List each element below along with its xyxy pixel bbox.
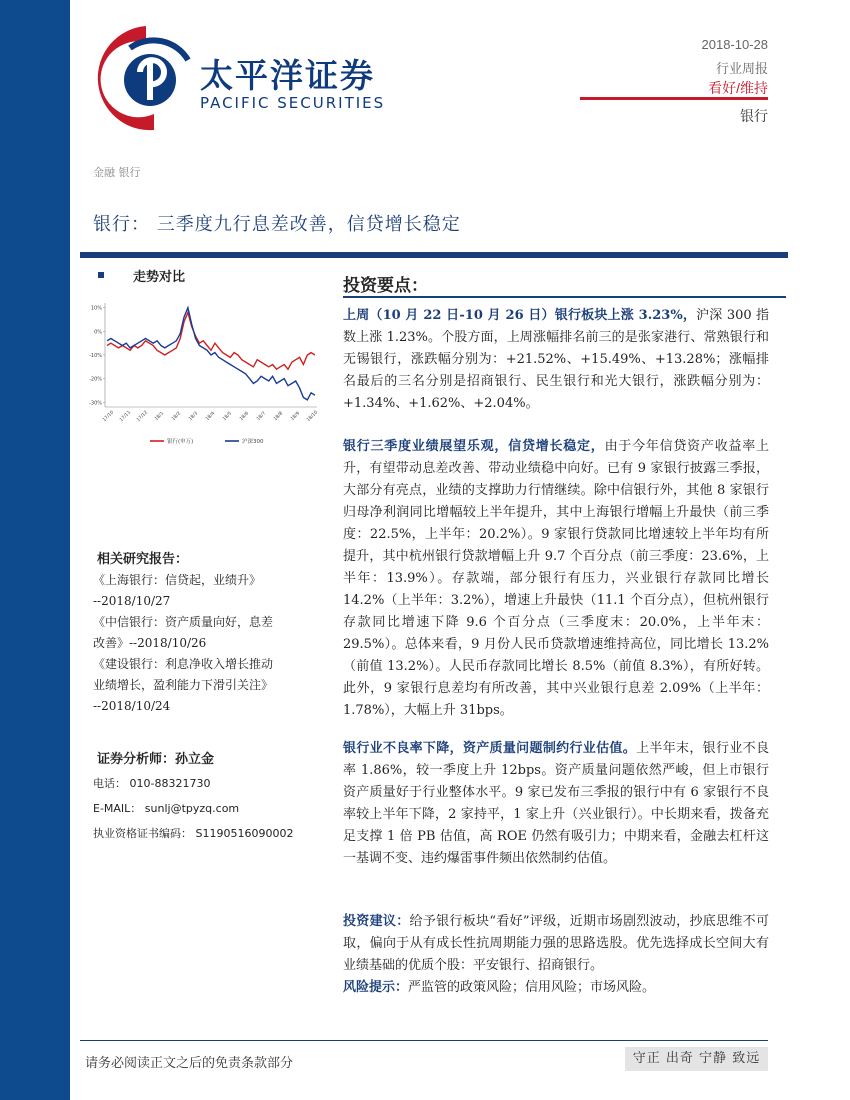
investment-highlights-title: 投资要点： (343, 276, 428, 296)
series-line (107, 308, 315, 400)
x-tick-label: 18/9 (290, 411, 302, 423)
x-tick-label: 18/8 (273, 411, 285, 423)
title-divider (80, 252, 788, 258)
report-type: 行业周报 (715, 61, 768, 76)
x-tick-label: 17/10 (102, 410, 116, 424)
paragraph-risk-warning (343, 977, 769, 999)
paragraph-body: 沪深 300 指数上涨 1.23%。个股方面，上周涨幅排名前三的是张家港行、常熟银行和无锡银行，涨跌幅分别为：+21.52%、+15.49%、+13.28%；涨幅排名最后的三名分别是招商银行、民生银行和光大银行，涨跌幅分别为：+1.34%、+1.62%、+2.04%。 (343, 308, 769, 411)
x-tick-label: 17/11 (119, 410, 133, 424)
y-tick-label: 10% (90, 305, 102, 312)
report-title: 银行： 三季度九行息差改善，信贷增长稳定 (93, 214, 461, 235)
series-line (107, 313, 315, 370)
related-report-line: --2018/10/24 (93, 699, 171, 713)
x-tick-label: 18/10 (306, 410, 320, 424)
x-tick-label: 18/6 (239, 411, 251, 423)
paragraph-q3-outlook (343, 436, 769, 722)
legend-label: 沪深300 (242, 439, 264, 445)
analyst-phone: 电话： 010-88321730 (93, 777, 211, 790)
paragraph-lead: 投资建议： (343, 914, 410, 929)
analyst-cert: 执业资格证书编码： S1190516090002 (93, 827, 294, 840)
paragraph-weekly-performance (343, 305, 769, 415)
related-report-line: --2018/10/27 (93, 594, 171, 608)
y-tick-label: -10% (89, 353, 102, 359)
x-tick-label: 18/3 (188, 411, 200, 423)
analyst-name: 证券分析师：孙立金 (97, 752, 215, 767)
rating: 看好/维持 (708, 80, 768, 96)
paragraph-body: 严监管的政策风险；信用风险；市场风险。 (408, 980, 656, 995)
paragraph-lead: 银行业不良率下降，资产质量问题制约行业估值。 (343, 741, 637, 756)
paragraph-lead: 银行三季度业绩展望乐观，信贷增长稳定， (343, 439, 605, 454)
sector-label: 银行 (740, 108, 768, 124)
paragraph-body: 由于今年信贷资产收益率上升，有望带动息差改善、带动业绩稳中向好。已有 9 家银行披露三季报，大部分有亮点，业绩的支撑助力行情继续。除中信银行外，其他 8 家银行归母净利润同比增幅较上半年提升，其中上海银行增幅上升最快（前三季度：22.5%，上半年：20.2%）。9 家银行贷款同比增速较上半年均有所提升，其中杭州银行贷款增幅上升 9.7 个百分点（前三季度：23.6%，上半年：13.9%）。存款端，部分银行有压力，兴业银行存款同比增长 14.2%（上半年：3.2%），增速上升最快（11.1 个百分点），但杭州银行存款同比增速下降 9.6 个百分点（三季度末：20.0%，上半年末：29.5%）。总体来看，9 月份人民币贷款增速维持高位，同比增长 13.2%（前值 13.2%）。人民币存款同比增长 8.5%（前值 8.3%），有所好转。此外，9 家银行息差均有所改善，其中兴业银行息差 2.09%（上半年：1.78%），大幅上升 31bps。 (343, 439, 769, 718)
x-tick-label: 18/1 (154, 411, 166, 423)
paragraph-lead: 风险提示： (343, 980, 409, 995)
analyst-email[interactable]: E-MAIL： sunlj@tpyzq.com (93, 802, 240, 815)
brand-name-cn: 太平洋证券 (200, 56, 375, 95)
related-reports-title: 相关研究报告： (97, 552, 189, 567)
category-label: 金融 银行 (93, 166, 141, 179)
related-report-line[interactable]: 《上海银行：信贷起，业绩升》 (93, 573, 262, 587)
report-date: 2018-10-28 (701, 37, 768, 52)
trend-label: 走势对比 (133, 270, 186, 285)
x-tick-label: 18/7 (256, 411, 268, 423)
x-tick-label: 17/12 (136, 410, 150, 424)
brand-name-en: PACIFIC SECURITIES (200, 94, 386, 112)
footer-divider (80, 1040, 768, 1041)
legend-label: 银行(申万) (167, 439, 194, 445)
related-report-line[interactable]: 《中信银行：资产质量向好，息差 (93, 615, 274, 629)
trend-chart (85, 295, 321, 455)
y-tick-label: -20% (89, 376, 102, 383)
footer-disclaimer: 请务必阅读正文之后的免责条款部分 (85, 1056, 294, 1071)
related-reports-list (93, 570, 328, 717)
x-tick-label: 18/5 (222, 411, 234, 423)
paragraph-investment-advice (343, 911, 769, 977)
paragraph-asset-quality (343, 738, 769, 870)
rating-underline (580, 97, 768, 100)
square-bullet-icon (98, 272, 104, 278)
x-tick-label: 18/2 (171, 411, 183, 423)
y-tick-label: -30% (89, 400, 102, 407)
highlights-underline (343, 296, 786, 298)
y-tick-label: 0% (94, 329, 102, 336)
paragraph-body: 上半年末，银行业不良率 1.86%，较一季度上升 12bps。资产质量问题依然严峻，但上市银行资产质量好于行业整体水平。9 家已发布三季报的银行中有 6 家银行不良率较上半年下降，2 家持平，1 家上升（兴业银行）。中长期来看，拨备充足支撑 1 倍 PB 估值，高 ROE 仍然有吸引力；中期来看，金融去杠杆这一基调不变、违约爆雷事件频出依然制约估值。 (343, 741, 769, 866)
related-report-line[interactable]: 改善》--2018/10/26 (93, 636, 207, 650)
footer-motto: 守正 出奇 宁静 致远 (625, 1047, 768, 1071)
x-tick-label: 18/4 (205, 411, 217, 423)
left-color-band (0, 0, 70, 1100)
related-report-line[interactable]: 业绩增长，盈利能力下滑引关注》 (93, 678, 274, 692)
related-report-line[interactable]: 《建设银行：利息净收入增长推动 (93, 657, 274, 671)
paragraph-lead: 上周（10 月 22 日-10 月 26 日）银行板块上涨 3.23%， (343, 308, 697, 323)
paragraph-body: 给予银行板块“看好”评级，近期市场剧烈波动，抄底思维不可取，偏向于从有成长性抗周期能力强的思路选股。优先选择成长空间大有业绩基础的优质个股：平安银行、招商银行。 (343, 914, 769, 973)
